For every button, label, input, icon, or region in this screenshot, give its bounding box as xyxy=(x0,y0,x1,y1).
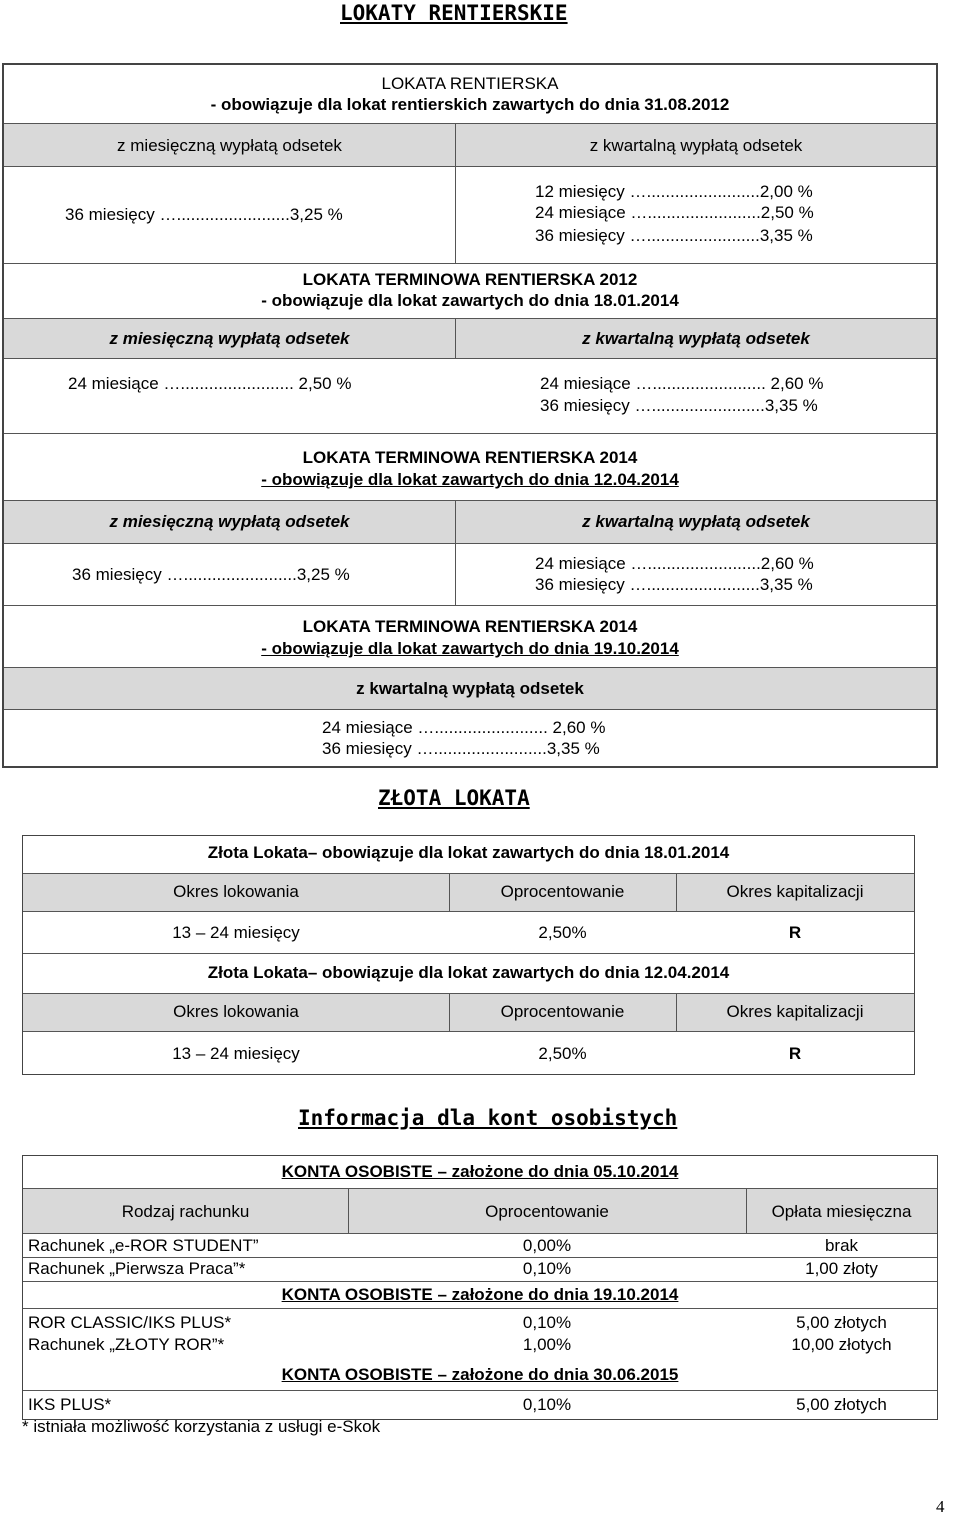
konta-row-rate: 0,00% xyxy=(522,1236,572,1255)
section3-title: LOKATA TERMINOWA RENTIERSKA 2014 xyxy=(302,448,638,467)
zlota1-caption: Złota Lokata– obowiązuje dla lokat zawartych do dnia 18.01.2014 xyxy=(207,843,730,862)
zlota2-caption: Złota Lokata– obowiązuje dla lokat zawartych do dnia 12.04.2014 xyxy=(207,963,730,982)
zlota1-rate: 2,50% xyxy=(538,923,587,942)
zlota1-header-capitalization: Okres kapitalizacji xyxy=(726,882,864,901)
zlota2-header-capitalization: Okres kapitalizacji xyxy=(726,1002,864,1021)
konta-row-rate: 0,10% xyxy=(522,1259,572,1278)
konta-footnote: * istniała możliwość korzystania z usługi e-Skok xyxy=(22,1417,381,1436)
konta-header-rate: Oprocentowanie xyxy=(485,1202,609,1221)
konta-caption-2: KONTA OSOBISTE – założone do dnia 19.10.2014 xyxy=(281,1285,679,1304)
konta-row-fee: 5,00 złotych xyxy=(796,1313,887,1332)
konta-row-type: Rachunek „e-ROR STUDENT” xyxy=(28,1236,259,1255)
zlota1-capitalization: R xyxy=(788,923,802,942)
section2-title: LOKATA TERMINOWA RENTIERSKA 2012 xyxy=(302,270,638,289)
section1-right-row: 24 miesiące …........................2,50 % xyxy=(535,203,814,222)
konta-row-fee: 10,00 złotych xyxy=(791,1335,892,1354)
section4-row: 24 miesiące …........................ 2,60 % xyxy=(322,718,606,737)
section1-left-row: 36 miesięcy …........................3,25 % xyxy=(65,205,343,224)
page-title: LOKATY RENTIERSKIE xyxy=(340,1,568,25)
section4-subtitle: - obowiązuje dla lokat zawartych do dnia 19.10.2014 xyxy=(261,639,679,658)
section4-head: z kwartalną wypłatą odsetek xyxy=(356,679,584,698)
section3-right-row: 24 miesiące …........................2,60 % xyxy=(535,554,814,573)
zlota1-period: 13 – 24 miesięcy xyxy=(172,923,300,942)
section3-head-right: z kwartalną wypłatą odsetek xyxy=(582,512,810,531)
section2-head-left: z miesięczną wypłatą odsetek xyxy=(109,329,350,348)
zlota2-capitalization: R xyxy=(788,1044,802,1063)
section1-right-row: 36 miesięcy …........................3,35 % xyxy=(535,226,813,245)
section1-head-right: z kwartalną wypłatą odsetek xyxy=(589,136,803,155)
konta-row-rate: 0,10% xyxy=(522,1313,572,1332)
konta-caption-1: KONTA OSOBISTE – założone do dnia 05.10.2014 xyxy=(281,1162,679,1181)
konta-row-rate: 1,00% xyxy=(522,1335,572,1354)
section1-title: LOKATA RENTIERSKA xyxy=(381,74,559,93)
section3-subtitle: - obowiązuje dla lokat zawartych do dnia 12.04.2014 xyxy=(261,470,679,489)
zlota2-header-period: Okres lokowania xyxy=(173,1002,299,1021)
konta-header-type: Rodzaj rachunku xyxy=(121,1202,250,1221)
zlota1-header-rate: Oprocentowanie xyxy=(500,882,625,901)
section4-title: LOKATA TERMINOWA RENTIERSKA 2014 xyxy=(302,617,638,636)
section3-right-row: 36 miesięcy …........................3,35 % xyxy=(535,575,813,594)
section2-right-row: 24 miesiące …........................ 2,60 % xyxy=(540,374,824,393)
konta-row-type: Rachunek „ZŁOTY ROR”* xyxy=(28,1335,225,1354)
konta-row-type: ROR CLASSIC/IKS PLUS* xyxy=(28,1313,232,1332)
zlota2-period: 13 – 24 miesięcy xyxy=(172,1044,300,1063)
konta-title: Informacja dla kont osobistych xyxy=(298,1106,678,1130)
section1-head-left: z miesięczną wypłatą odsetek xyxy=(117,136,342,155)
zlota-box xyxy=(22,835,915,1075)
zlota2-header-rate: Oprocentowanie xyxy=(500,1002,625,1021)
konta-header-fee: Opłata miesięczna xyxy=(771,1202,912,1221)
zlota2-rate: 2,50% xyxy=(538,1044,587,1063)
section2-subtitle: - obowiązuje dla lokat zawartych do dnia 18.01.2014 xyxy=(261,291,679,310)
konta-row-fee: 5,00 złotych xyxy=(796,1395,887,1414)
page-number: 4 xyxy=(936,1497,945,1516)
konta-row-rate: 0,10% xyxy=(522,1395,572,1414)
section2-left-row: 24 miesiące …........................ 2,50 % xyxy=(68,374,352,393)
section1-right-row: 12 miesięcy …........................2,00 % xyxy=(535,182,813,201)
konta-caption-3: KONTA OSOBISTE – założone do dnia 30.06.2015 xyxy=(281,1365,679,1384)
section3-head-left: z miesięczną wypłatą odsetek xyxy=(109,512,350,531)
section2-right-row: 36 miesięcy …........................3,35 % xyxy=(540,396,818,415)
section3-left-row: 36 miesięcy …........................3,25 % xyxy=(72,565,350,584)
section1-subtitle: - obowiązuje dla lokat rentierskich zawartych do dnia 31.08.2012 xyxy=(210,95,730,114)
section2-head-right: z kwartalną wypłatą odsetek xyxy=(582,329,810,348)
zlota1-header-period: Okres lokowania xyxy=(173,882,299,901)
konta-row-type: Rachunek „Pierwsza Praca”* xyxy=(28,1259,246,1278)
section4-row: 36 miesięcy …........................3,35 % xyxy=(322,739,600,758)
konta-row-fee: brak xyxy=(824,1236,859,1255)
konta-row-type: IKS PLUS* xyxy=(28,1395,112,1414)
zlota-title: ZŁOTA LOKATA xyxy=(378,786,530,810)
konta-row-fee: 1,00 złoty xyxy=(805,1259,878,1278)
